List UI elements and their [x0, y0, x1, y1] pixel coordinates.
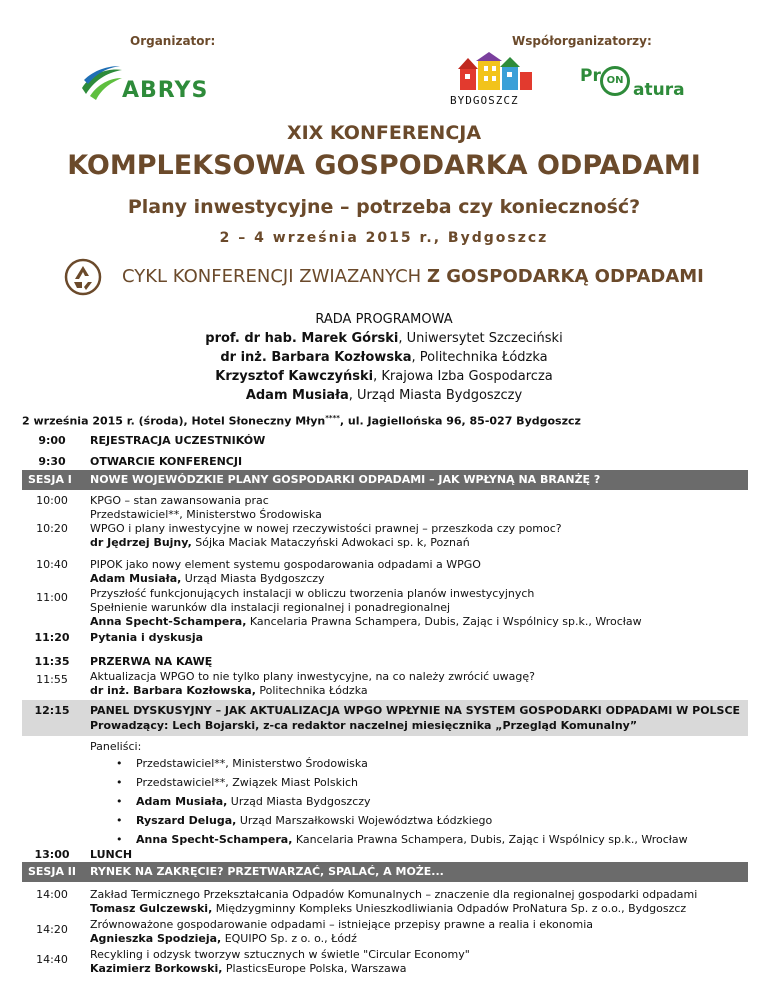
pronatura-natura-text: atura	[633, 80, 685, 100]
program-council-heading: RADA PROGRAMOWA	[315, 312, 453, 327]
list-item: • Przedstawiciel**, Ministerstwo Środowiska	[116, 757, 368, 770]
panelists-list	[90, 754, 750, 849]
subtitle: Plany inwestycyjne – potrzeba czy konieczność?	[127, 196, 641, 218]
council-member: dr inż. Barbara Kozłowska, Politechnika Łódzka	[220, 350, 548, 365]
bydgoszcz-houses-icon	[446, 52, 542, 94]
recycle-icon	[64, 258, 102, 296]
list-item: • Adam Musiała, Urząd Miasta Bydgoszczy	[116, 795, 371, 808]
council-member: prof. dr hab. Marek Górski, Uniwersytet Szczeciński	[205, 331, 563, 346]
bydgoszcz-logo-text: BYDGOSZCZ	[450, 94, 519, 107]
pronatura-logo	[580, 66, 700, 106]
council-member: Krzysztof Kawczyński, Krajowa Izba Gospodarcza	[215, 369, 553, 384]
abrys-logo	[80, 66, 230, 106]
list-item: • Ryszard Deluga, Urząd Marszałkowski Województwa Łódzkiego	[116, 814, 493, 827]
cycle-bold: Z GOSPODARKĄ ODPADAMI	[426, 266, 704, 287]
day-info: 2 września 2015 r. (środa), Hotel Słoneczny Młyn****, ul. Jagiellońska 96, 85-027 Bydgoszcz	[22, 414, 581, 428]
conference-dates: 2 – 4 września 2015 r., Bydgoszcz	[219, 230, 549, 246]
pronatura-circle-icon: ON	[600, 66, 630, 96]
cycle-normal: CYKL KONFERENCJI ZWIAZANYCH	[122, 266, 427, 287]
abrys-logo-text: ABRYS	[122, 78, 209, 103]
bydgoszcz-logo	[446, 52, 546, 112]
list-item: • Przedstawiciel**, Związek Miast Polskich	[116, 776, 359, 789]
list-item: • Anna Specht-Schampera, Kancelaria Prawna Schampera, Dubis, Zając i Wspólnicy sp.k., Wrocław	[116, 833, 688, 846]
session1-bar: SESJA I NOWE WOJEWÓDZKIE PLANY GOSPODARKI ODPADAMI – JAK WPŁYNĄ NA BRANŻĘ ?	[22, 470, 748, 490]
abrys-swoosh-icon	[80, 66, 124, 102]
organizer-label: Organizator:	[130, 34, 216, 48]
session2-bar: SESJA II RYNEK NA ZAKRĘCIE? PRZETWARZAĆ, SPALAĆ, A MOŻE...	[22, 862, 748, 882]
co-organizers-label: Współorganizatorzy:	[512, 34, 652, 48]
conference-number: XIX KONFERENCJA	[286, 122, 482, 144]
council-member: Adam Musiała, Urząd Miasta Bydgoszczy	[245, 388, 523, 403]
pronatura-pro-text: Pr	[580, 66, 601, 86]
page-title: KOMPLEKSOWA GOSPODARKA ODPADAMI	[67, 150, 701, 181]
cycle-heading	[122, 266, 704, 287]
